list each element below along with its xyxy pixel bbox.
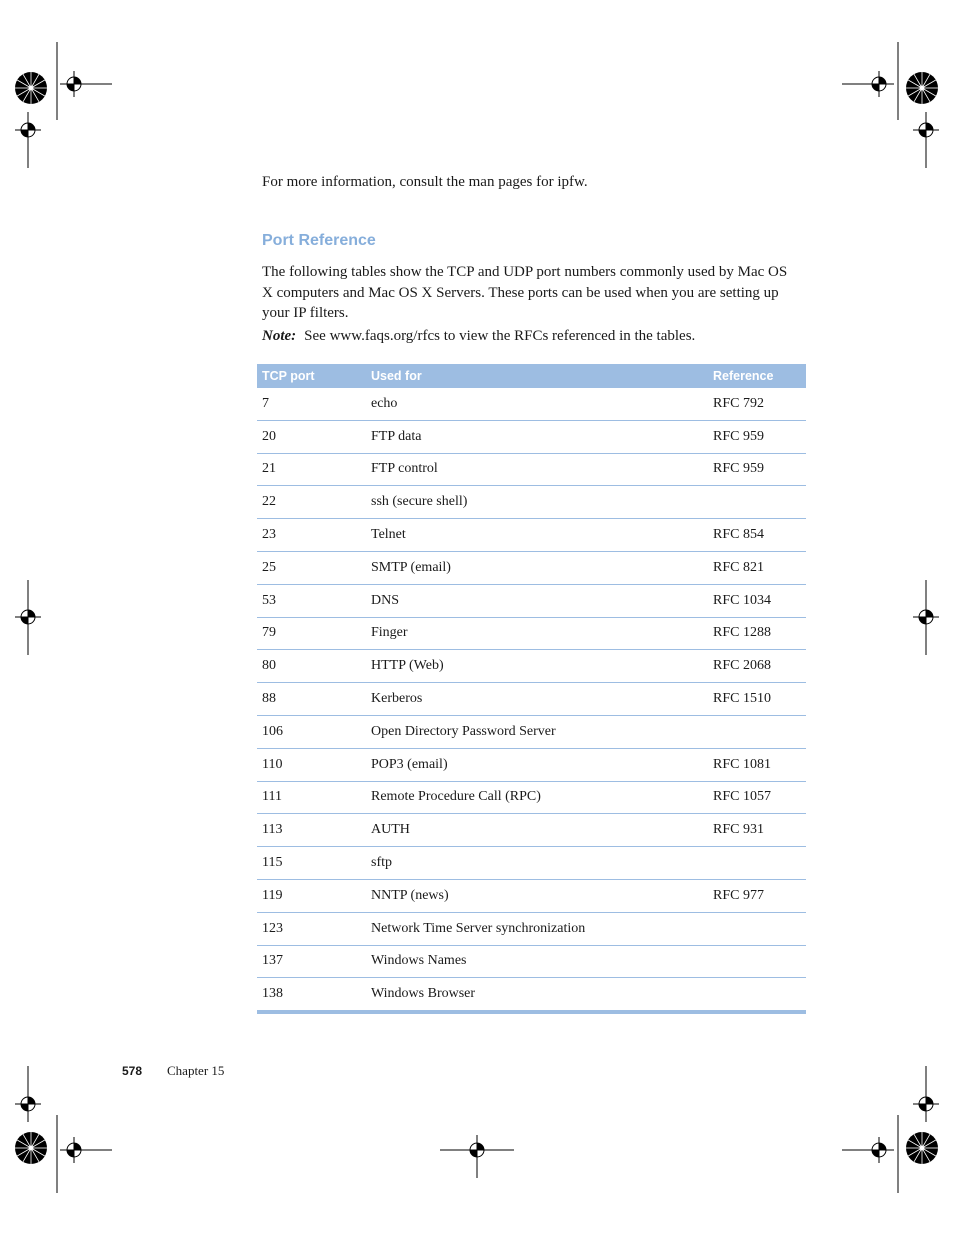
table-row (257, 715, 806, 748)
table-row (257, 551, 806, 584)
cell-reference: RFC 1288 (708, 617, 806, 650)
table-row (257, 617, 806, 650)
cell-used-for: echo (366, 388, 708, 420)
cell-port: 20 (257, 420, 366, 453)
cell-reference (708, 486, 806, 519)
cell-reference: RFC 1510 (708, 683, 806, 716)
cell-port: 123 (257, 912, 366, 945)
cell-used-for: Finger (366, 617, 708, 650)
description-paragraph: The following tables show the TCP and UDP port numbers commonly used by Mac OS X computers and Mac OS X Servers. These ports can be used when you are setting up your IP filters. (262, 264, 788, 321)
cell-reference: RFC 959 (708, 453, 806, 486)
cell-reference (708, 847, 806, 880)
table-header-row (257, 364, 806, 388)
header-tcp-port: TCP port (257, 364, 366, 388)
cell-reference: RFC 854 (708, 519, 806, 552)
table-row (257, 420, 806, 453)
cell-used-for: SMTP (email) (366, 551, 708, 584)
cell-used-for: Windows Names (366, 945, 708, 978)
cell-port: 80 (257, 650, 366, 683)
cell-reference: RFC 959 (708, 420, 806, 453)
cell-reference: RFC 1057 (708, 781, 806, 814)
cell-used-for: POP3 (email) (366, 748, 708, 781)
cell-port: 111 (257, 781, 366, 814)
cell-port: 106 (257, 715, 366, 748)
cell-used-for: Kerberos (366, 683, 708, 716)
cell-port: 22 (257, 486, 366, 519)
cell-used-for: FTP data (366, 420, 708, 453)
note-label: Note: (262, 328, 297, 344)
cell-reference (708, 912, 806, 945)
table-row (257, 388, 806, 420)
cell-port: 115 (257, 847, 366, 880)
cell-port: 138 (262, 986, 283, 1002)
table-row (257, 879, 806, 912)
note-text: See www.faqs.org/rfcs to view the RFCs referenced in the tables. (304, 328, 696, 344)
cell-used-for: Network Time Server synchronization (366, 912, 708, 945)
cell-port: 79 (257, 617, 366, 650)
cell-reference: RFC 977 (708, 879, 806, 912)
cell-port: 21 (257, 453, 366, 486)
table-row (257, 978, 806, 1012)
table-row (257, 847, 806, 880)
cell-port: 7 (257, 388, 366, 420)
cell-used-for: DNS (366, 584, 708, 617)
cell-reference: RFC 1034 (708, 584, 806, 617)
page-number: 578 (122, 1064, 143, 1078)
cell-reference (708, 715, 806, 748)
table-row (257, 453, 806, 486)
cell-port: 88 (257, 683, 366, 716)
cell-reference: RFC 931 (708, 814, 806, 847)
table-body (257, 388, 806, 1012)
cell-reference: RFC 1081 (708, 748, 806, 781)
cell-reference: RFC 821 (708, 551, 806, 584)
header-reference: Reference (708, 364, 806, 388)
table-row (257, 912, 806, 945)
header-used-for: Used for (366, 364, 708, 388)
note (262, 328, 695, 345)
table-row (257, 781, 806, 814)
cell-used-for: Remote Procedure Call (RPC) (366, 781, 708, 814)
cell-used-for: Open Directory Password Server (366, 715, 708, 748)
cell-port: 23 (257, 519, 366, 552)
cell-used-for: FTP control (366, 453, 708, 486)
chapter-label: Chapter 15 (167, 1063, 225, 1078)
table-row (257, 650, 806, 683)
cell-used-for: HTTP (Web) (366, 650, 708, 683)
cell-port: 119 (257, 879, 366, 912)
table-row (257, 814, 806, 847)
table-row (257, 748, 806, 781)
cell-used-for: AUTH (366, 814, 708, 847)
cell-reference (708, 978, 806, 1012)
tcp-port-table (257, 364, 806, 1014)
cell-port: 137 (257, 945, 366, 978)
section-title: Port Reference (262, 232, 376, 249)
cell-reference: RFC 792 (708, 388, 806, 420)
table-row (257, 683, 806, 716)
cell-reference (708, 945, 806, 978)
table-row (257, 486, 806, 519)
intro-text: For more information, consult the man pages for ipfw. (262, 174, 588, 190)
cell-used-for: sftp (366, 847, 708, 880)
cell-used-for: NNTP (news) (366, 879, 708, 912)
cell-port: 113 (257, 814, 366, 847)
cell-used-for: Telnet (366, 519, 708, 552)
cell-port: 25 (257, 551, 366, 584)
cell-used-for: Windows Browser (371, 986, 476, 1002)
cell-port: 53 (257, 584, 366, 617)
cell-used-for: ssh (secure shell) (366, 486, 708, 519)
table-row (257, 519, 806, 552)
cell-reference: RFC 2068 (708, 650, 806, 683)
cell-port: 110 (257, 748, 366, 781)
table-row (257, 584, 806, 617)
table-row (257, 945, 806, 978)
